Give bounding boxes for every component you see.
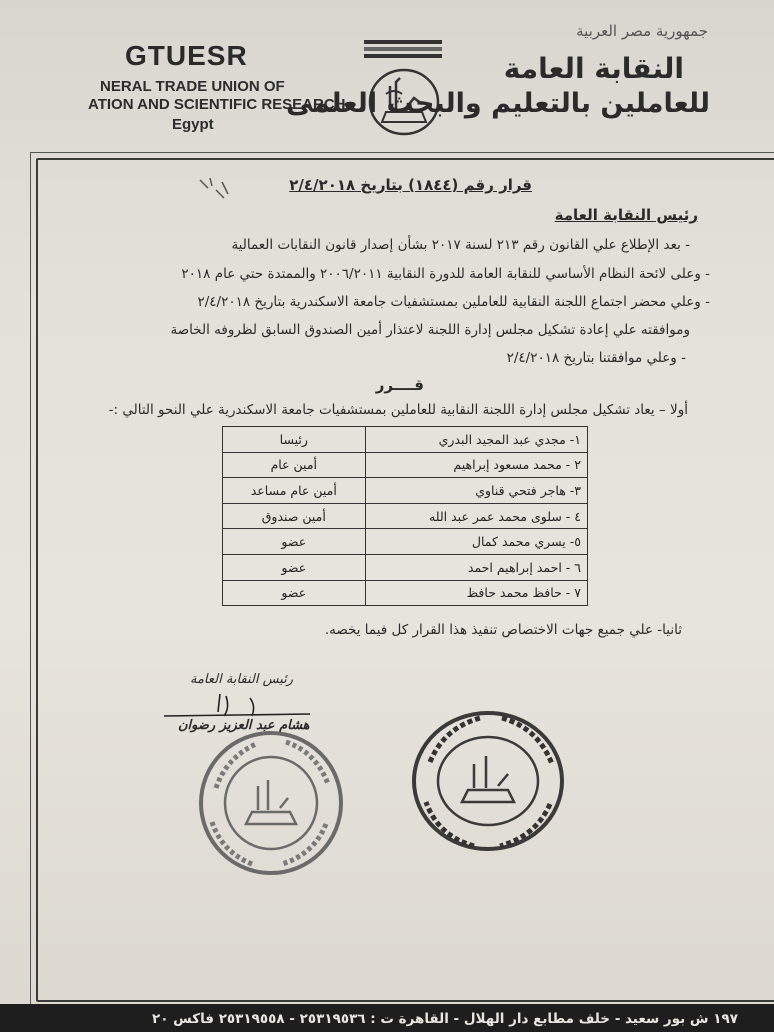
member-role: عضو <box>223 580 366 606</box>
member-name: ٥- يسري محمد كمال <box>365 529 587 555</box>
committee-stamp-icon <box>408 706 568 856</box>
table-row <box>223 452 588 478</box>
member-name: ١- مجدي عبد المجيد البدري <box>365 427 587 453</box>
union-name-line1: NERAL TRADE UNION OF <box>100 78 285 95</box>
table-row <box>223 529 588 555</box>
clause-1: - بعد الإطلاع علي القانون رقم ٢١٣ لسنة ٢٠١٧ بشأن إصدار قانون النقابات العمالية <box>231 237 690 253</box>
table-row <box>223 580 588 606</box>
clause-4: وموافقته علي إعادة تشكيل مجلس إدارة اللجنة لاعتذار أمين الصندوق السابق لظروفه الخاصة <box>170 322 690 338</box>
member-name: ٤ - سلوى محمد عمر عبد الله <box>365 503 587 529</box>
handwritten-mark-icon <box>198 176 238 204</box>
president-heading: رئيس النقابة العامة <box>554 206 698 224</box>
member-role: أمين عام مساعد <box>223 478 366 504</box>
clause-2: - وعلى لائحة النظام الأساسي للنقابة العامة للدورة النقابية ٢٠٠٦/٢٠١١ والممتدة حتي عام ٢٠١٨ <box>181 266 710 282</box>
union-logo-text: GTUESR <box>125 40 248 71</box>
member-role: أمين عام <box>223 452 366 478</box>
union-title-ar: النقابة العامة <box>503 52 684 85</box>
decision-number: قرار رقم (١٨٤٤) بتاريخ ٢/٤/٢٠١٨ <box>289 176 532 194</box>
table-row <box>223 478 588 504</box>
footer-address: ١٩٧ ش بور سعيد - خلف مطابع دار الهلال - القاهرة ت : ٢٥٣١٩٥٣٦ - ٢٥٣١٩٥٥٨ فاكس ٢٠ <box>151 1011 738 1027</box>
member-name: ٦ - احمد إبراهيم احمد <box>365 554 587 580</box>
member-name: ٧ - حافظ محمد حافظ <box>365 580 587 606</box>
signatory-name: هشام عبد العزيز رضوان <box>178 718 310 733</box>
table-row <box>223 427 588 453</box>
union-name-line2: ATION AND SCIENTIFIC RESEARCH <box>88 96 346 113</box>
member-role: أمين صندوق <box>223 503 366 529</box>
members-table <box>222 426 588 606</box>
country-label: جمهورية مصر العربية <box>576 22 708 40</box>
signatory-title: رئيس النقابة العامة <box>190 672 294 687</box>
union-stamp-icon <box>196 728 346 878</box>
member-role: عضو <box>223 554 366 580</box>
member-role: عضو <box>223 529 366 555</box>
union-subtitle-ar: للعاملين بالتعليم والبحث العلمى <box>286 88 710 119</box>
clause-3: - وعلي محضر اجتماع اللجنة النقابية للعاملين بمستشفيات جامعة الاسكندرية بتاريخ ٢/٤/٢٠١٨ <box>197 294 710 310</box>
member-name: ٣- هاجر فتحي قناوي <box>365 478 587 504</box>
second-article: ثانيا- علي جميع جهات الاختصاص تنفيذ هذا القرار كل فيما يخصه. <box>324 622 682 638</box>
union-country: Egypt <box>172 116 214 133</box>
table-row <box>223 554 588 580</box>
decided-heading: قــــرر <box>375 376 424 394</box>
member-role: رئيسا <box>223 427 366 453</box>
first-article: أولا – يعاد تشكيل مجلس إدارة اللجنة النقابية للعاملين بمستشفيات جامعة الاسكندرية علي النحو التالي :- <box>108 402 688 418</box>
table-row <box>223 503 588 529</box>
clause-5: - وعلي موافقتنا بتاريخ ٢/٤/٢٠١٨ <box>506 350 686 366</box>
member-name: ٢ - محمد مسعود إبراهيم <box>365 452 587 478</box>
